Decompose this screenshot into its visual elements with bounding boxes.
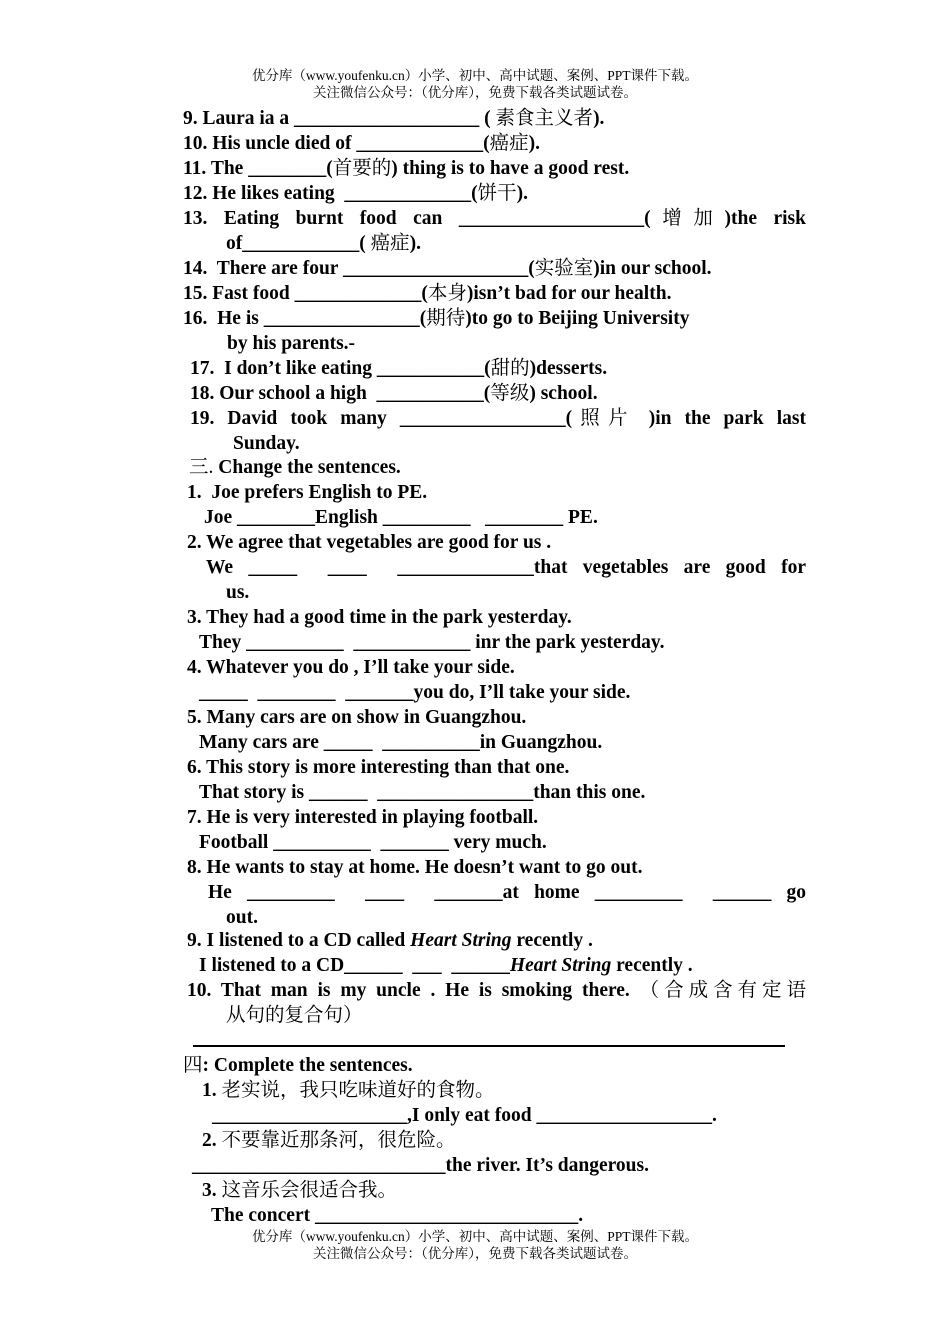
page-footer [0,1228,950,1262]
s3-line: _____ ________ _______you do, I’ll take your side. [199,682,631,703]
s3-line: 1. Joe prefers English to PE. [187,482,428,503]
item-q11: 11. The ________(首要的) thing is to have a good rest. [183,158,630,179]
item-q14: 14. There are four ___________________(实验室)in our school. [183,258,712,279]
s4-question-2: 2. 不要靠近那条河，很危险。 [202,1130,456,1151]
s3-line: We _____ ____ ______________that vegetables are good for [206,557,806,578]
answer-line [193,1045,785,1047]
cd-title-answer: Heart String [509,955,612,976]
s3-line: He _________ ____ _______at home _________ ______ go [208,882,806,903]
section-3-heading [189,455,401,480]
s3-line: us. [226,582,250,603]
s4-answer-1: ____________________,I only eat food __________________. [212,1105,717,1126]
s3-line: 5. Many cars are on show in Guangzhou. [187,707,527,728]
item-q18: 18. Our school a high ___________(等级) school. [190,383,598,404]
s3-line: 7. He is very interested in playing football. [187,807,539,828]
section-4-number: 四 [183,1055,203,1076]
s3-line: 4. Whatever you do , I’ll take your side. [187,657,515,678]
s3-line: out. [226,907,258,928]
s3-line: Joe ________English _________ ________ PE. [204,507,598,528]
s3-question-10: 10. That man is my uncle . He is smoking there. （合成含有定语 [187,980,806,1001]
section-3-number: 三. [189,457,214,478]
s3-line: 2. We agree that vegetables are good for us . [187,532,552,553]
footer-line-2: 关注微信公众号：（优分库），免费下载各类试题试卷。 [313,1246,637,1261]
header-line-1: 优分库（www.youfenku.cn）小学、初中、高中试题、案例、PPT课件下载。 [251,68,699,83]
item-q13a: 13. Eating burnt food can ___________________(增加)the risk [183,208,806,229]
s3-line: Football __________ _______ very much. [199,832,547,853]
section-4-title: : Complete the sentences. [202,1055,413,1076]
item-q10: 10. His uncle died of _____________(癌症). [183,133,540,154]
header-line-2: 关注微信公众号：（优分库），免费下载各类试题试卷。 [313,85,637,100]
item-q15: 15. Fast food _____________(本身)isn’t bad for our health. [183,283,672,304]
item-q16a: 16. He is ________________(期待)to go to Beijing University [183,308,690,329]
item-q17: 17. I don’t like eating ___________(甜的)desserts. [190,358,608,379]
item-q16b: by his parents.- [227,333,356,354]
s4-question-3: 3. 这音乐会很适合我。 [202,1180,398,1201]
footer-line-1: 优分库（www.youfenku.cn）小学、初中、高中试题、案例、PPT课件下载。 [251,1229,699,1244]
s3-line: That story is ______ ________________than this one. [199,782,646,803]
section-3-title: Change the sentences. [213,457,401,478]
s3-line: 8. He wants to stay at home. He doesn’t want to go out. [187,857,643,878]
item-q9: 9. Laura ia a ___________________ ( 素食主义者). [183,108,605,129]
section-4-heading [183,1053,413,1078]
page-header [0,67,950,101]
s3-line: 3. They had a good time in the park yesterday. [187,607,572,628]
s4-question-1: 1. 老实说，我只吃味道好的食物。 [202,1080,495,1101]
s3-line: 6. This story is more interesting than that one. [187,757,570,778]
item-q12: 12. He likes eating _____________(饼干). [183,183,529,204]
s3-answer-9: I listened to a CD______ ___ ______Heart String recently . [199,955,693,976]
s3-question-10-cont: 从句的复合句） [226,1005,363,1026]
item-q19a: 19. David took many _________________(照片 )in the park last [190,408,806,429]
s3-line: They __________ ____________ inr the park yesterday. [199,632,665,653]
s4-answer-2: __________________________the river. It’s dangerous. [192,1155,649,1176]
item-q19b: Sunday. [233,433,300,454]
item-q13b: of____________( 癌症). [226,233,422,254]
s3-line: Many cars are _____ __________in Guangzhou. [199,732,603,753]
cd-title: Heart String [410,930,512,951]
s4-answer-3: The concert ___________________________. [211,1205,584,1226]
s3-question-9: 9. I listened to a CD called Heart String recently . [187,930,593,951]
